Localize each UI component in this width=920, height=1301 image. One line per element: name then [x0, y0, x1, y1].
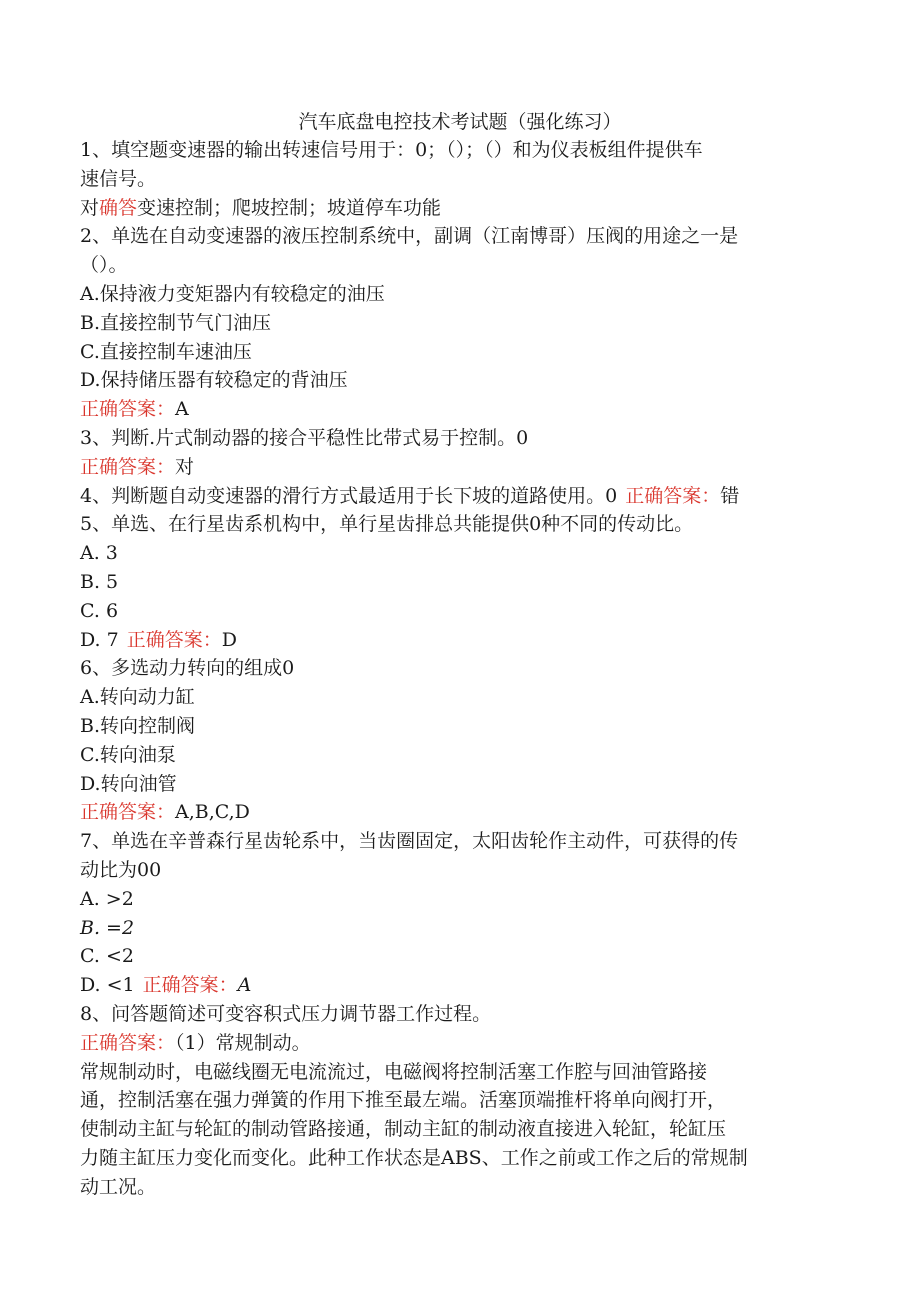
q3-text: 3、判断.片式制动器的接合平稳性比带式易于控制。0	[80, 426, 529, 449]
q5-option-c: C. 6	[80, 599, 119, 622]
answer-label: 正确答案：	[80, 801, 176, 824]
q4-line	[80, 482, 840, 511]
q5-option-d-line	[80, 626, 840, 655]
q1-answer-text: 变速控制；爬坡控制；坡道停车功能	[137, 196, 442, 219]
q2-option-d: D.保持储压器有较稳定的背油压	[80, 369, 348, 392]
q3-answer	[80, 453, 840, 482]
q5-text: 5、单选、在行星齿系机构中，单行星齿排总共能提供0种不同的传动比。	[80, 513, 694, 536]
q8-para-line1: 常规制动时，电磁线圈无电流流过，电磁阀将控制活塞工作腔与回油管路接	[80, 1060, 708, 1083]
q8-para-line5: 动工况。	[80, 1175, 157, 1198]
q7-text-line2: 动比为00	[80, 858, 162, 881]
q1-text-line1: 1、填空题变速器的输出转速信号用于：0；（）；（）和为仪表板组件提供车	[80, 139, 703, 161]
q7-option-a: A. >2	[80, 887, 134, 910]
q6-option-d: D.转向油管	[80, 772, 177, 795]
q8-para-line3: 使制动主缸与轮缸的制动管路接通，制动主缸的制动液直接进入轮缸，轮缸压	[80, 1118, 727, 1141]
q6-option-b: B.转向控制阀	[80, 714, 196, 737]
q5-option-d: D. 7	[80, 628, 119, 651]
q8-para-line4: 力随主缸压力变化而变化。此种工作状态是ABS、工作之前或工作之后的常规制	[80, 1146, 748, 1169]
q6-option-a: A.转向动力缸	[80, 686, 195, 709]
q6-text: 6、多选动力转向的组成0	[80, 657, 295, 680]
q8-text: 8、问答题简述可变容积式压力调节器工作过程。	[80, 1002, 492, 1025]
q6-answer	[80, 798, 840, 827]
q2-text-line1: 2、单选在自动变速器的液压控制系统中，副调（江南博哥）压阀的用途之一是	[80, 225, 739, 248]
q1-answer	[80, 194, 840, 223]
document-title: 汽车底盘电控技术考试题（强化练习）	[298, 111, 622, 133]
q2-option-b: B.直接控制节气门油压	[80, 311, 272, 334]
q4-text: 4、判断题自动变速器的滑行方式最适用于长下坡的道路使用。0	[80, 484, 618, 507]
document-page	[80, 108, 840, 1201]
q5-answer-value: D	[221, 628, 237, 651]
q5-option-a: A. 3	[80, 542, 118, 565]
q7-option-b: B. =2	[80, 916, 135, 939]
q7-answer-value: A	[237, 974, 252, 997]
q6-option-c: C.转向油泵	[80, 743, 176, 766]
q2-answer-value: A	[175, 398, 189, 421]
q7-option-d-line	[80, 971, 840, 1000]
answer-label: 正确答案：	[80, 398, 176, 421]
q3-answer-value: 对	[175, 455, 195, 478]
q1-text-line2: 速信号。	[80, 167, 157, 190]
q8-answer-first: （1）常规制动。	[175, 1031, 311, 1054]
answer-label: 正确答案：	[625, 484, 721, 507]
answer-label: 正确答案：	[80, 1031, 176, 1054]
q2-option-c: C.直接控制车速油压	[80, 340, 252, 363]
q7-option-d: D. <1	[80, 974, 135, 997]
q2-option-a: A.保持液力变矩器内有较稳定的油压	[80, 282, 385, 305]
answer-label: 正确答案：	[80, 455, 176, 478]
q1-answer-red: 确答	[99, 196, 138, 219]
q5-option-b: B. 5	[80, 570, 119, 593]
q8-para-line2: 通，控制活塞在强力弹簧的作用下推至最左端。活塞顶端推杆将单向阀打开，	[80, 1089, 727, 1112]
q2-text-line2: （）。	[80, 254, 128, 277]
q2-answer	[80, 395, 840, 424]
answer-label: 正确答案：	[142, 974, 238, 997]
answer-label: 正确答案：	[126, 628, 222, 651]
q7-text-line1: 7、单选在辛普森行星齿轮系中，当齿圈固定，太阳齿轮作主动件，可获得的传	[80, 830, 739, 853]
q4-answer-value: 错	[720, 484, 740, 507]
q7-option-c: C. <2	[80, 945, 134, 968]
q6-answer-value: A,B,C,D	[175, 801, 250, 824]
q1-answer-prefix: 对	[80, 196, 100, 219]
q8-answer	[80, 1029, 840, 1058]
